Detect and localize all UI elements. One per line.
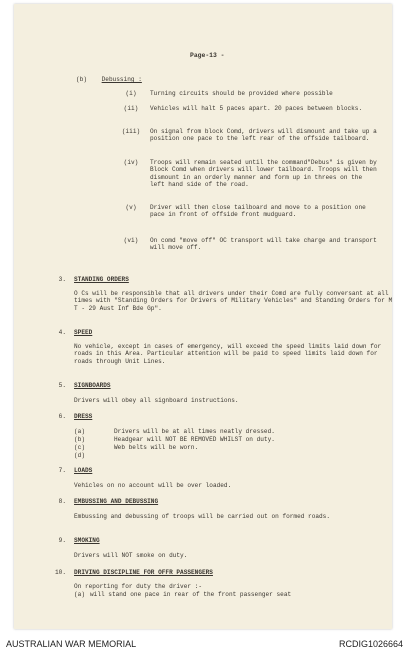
dress-item-text: Web belts will be worn.	[114, 444, 199, 451]
section-number: 10.	[55, 569, 66, 576]
debussing-item-num: (iii)	[121, 128, 141, 135]
section-body: Drivers will NOT smoke on duty.	[74, 552, 188, 559]
debussing-item-text: On comd "move off" OC transport will take charge and transport will move off.	[150, 237, 377, 252]
section-number: 7.	[58, 467, 66, 474]
debussing-item-num: (ii)	[123, 105, 139, 112]
section-body: Vehicles on no account will be over loaded.	[74, 482, 232, 489]
debussing-item-text: Vehicles will halt 5 paces apart. 20 paces between blocks.	[150, 105, 363, 112]
section-body: On reporting for duty the driver :-	[74, 583, 202, 590]
debussing-item-num: (i)	[125, 90, 137, 97]
debussing-item-text: Turning circuits should be provided where possible	[150, 90, 333, 97]
section-title-loads: LOADS	[74, 467, 93, 474]
section-number: 9.	[58, 537, 66, 544]
debussing-item-num: (vi)	[123, 237, 139, 244]
debussing-label: (b) Debussing :	[76, 76, 142, 83]
dress-item-label: (b)	[74, 436, 85, 443]
section-number: 5.	[58, 382, 66, 389]
section-body: Embussing and debussing of troops will be carried out on formed roads.	[74, 513, 330, 520]
dress-item-text: Drivers will be at all times neatly dressed.	[114, 428, 275, 435]
document-page	[14, 4, 392, 629]
section-number: 6.	[58, 413, 66, 420]
debussing-item-text: Troops will remain seated until the command"Debus" is given by Block Comd when drivers will lower tailboard. Troops will then dismount in an orderly manner and form up in threes on the left hand side of the road.	[150, 159, 377, 188]
dress-item-label: (a)	[74, 428, 85, 435]
dress-item-label: (c)	[74, 444, 85, 451]
debussing-item-num: (v)	[125, 204, 137, 211]
section-title-dress: DRESS	[74, 413, 93, 420]
section-title-signboards: SIGNBOARDS	[74, 382, 111, 389]
page-number: Page-13 -	[190, 52, 225, 59]
dress-item-label: (d)	[74, 452, 85, 459]
section-number: 8.	[58, 498, 66, 505]
section-title-driving-discipline: DRIVING DISCIPLINE FOR OFFR PASSENGERS	[74, 569, 213, 576]
section-title-standing-orders: STANDING ORDERS	[74, 276, 129, 283]
footer-record-id: RCDIG1026664	[338, 639, 403, 649]
debussing-item-num: (iv)	[123, 159, 139, 166]
section-body: Drivers will obey all signboard instructions.	[74, 397, 239, 404]
debussing-title: Debussing :	[101, 76, 142, 83]
section-title-smoking: SMOKING	[74, 537, 100, 544]
section-title-embussing: EMBUSSING AND DEBUSSING	[74, 498, 159, 505]
section-number: 4.	[58, 329, 66, 336]
dress-item-text: Headgear will NOT BE REMOVED WHILST on duty.	[114, 436, 275, 443]
debussing-item-text: Driver will then close tailboard and move to a position one pace in front of offside front mudguard.	[150, 204, 366, 219]
section-body: No vehicle, except in cases of emergency, will exceed the speed limits laid down for roads in this Area. Particular attention will be paid to speed limits laid down for roads through Unit Lines.	[74, 343, 382, 365]
section-number: 3.	[58, 276, 66, 283]
debussing-item-text: On signal from block Comd, drivers will dismount and take up a position one pace to the left rear of the offside tailboard.	[150, 128, 377, 143]
discipline-item-text: will stand one pace in rear of the front passenger seat	[90, 591, 292, 598]
section-body: O Cs will be responsible that all drivers under their Comd are fully conversant at all times with "Standing Orders for Drivers of Military Vehicles" and Standing Orders for M T - 29 Aust Inf Bde Gp".	[74, 290, 393, 312]
section-title-speed: SPEED	[74, 329, 93, 336]
discipline-item-label: (a)	[74, 591, 85, 598]
archive-footer	[0, 638, 409, 653]
footer-source: AUSTRALIAN WAR MEMORIAL	[6, 639, 137, 649]
